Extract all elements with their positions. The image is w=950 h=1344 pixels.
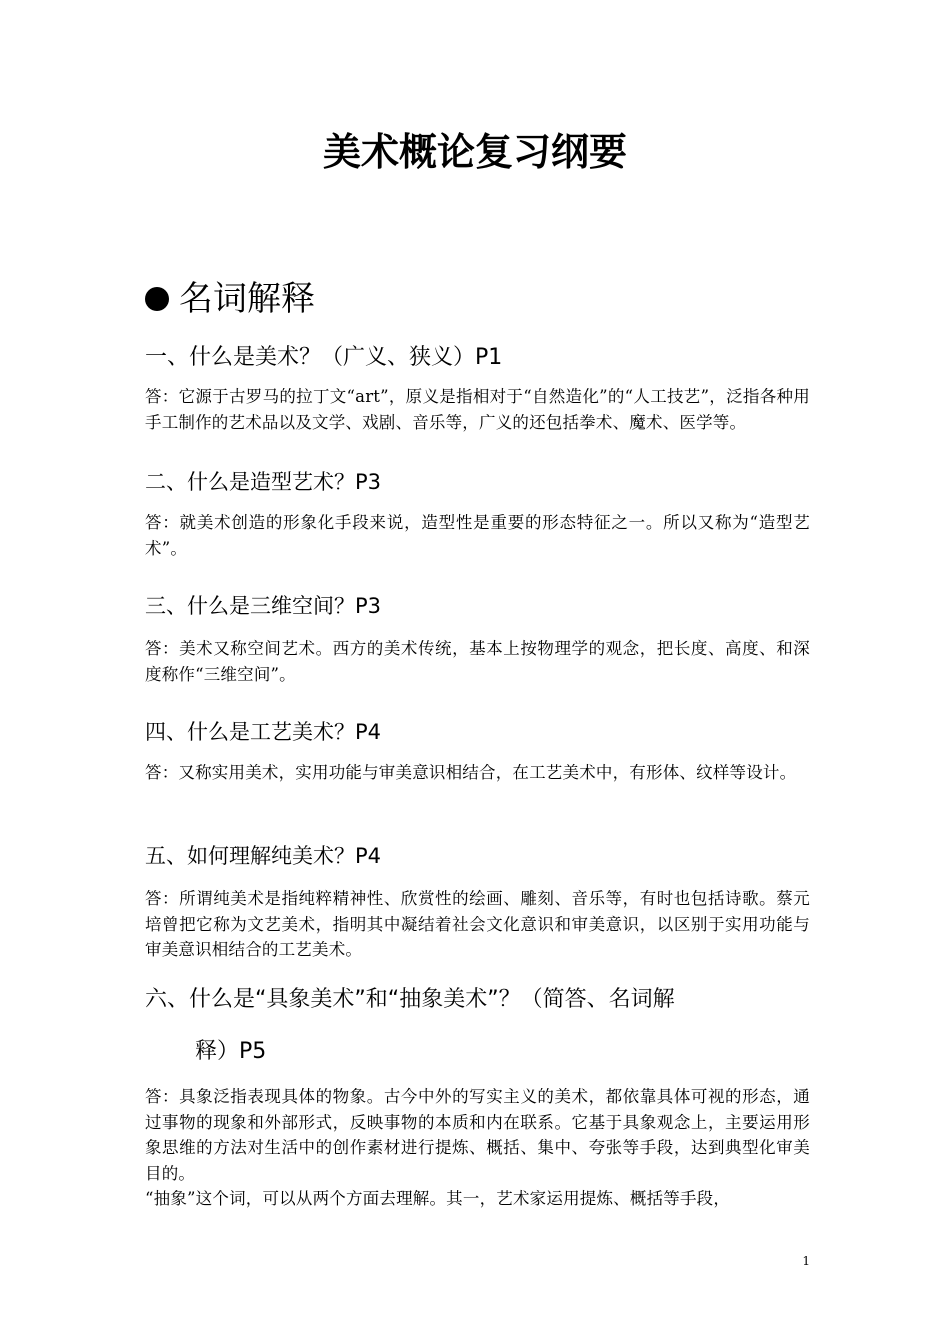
document-title: 美术概论复习纲要 <box>322 130 627 174</box>
bullet-icon <box>145 287 169 311</box>
question-heading-3: 三、什么是三维空间？P3 <box>145 594 382 618</box>
question-heading-2: 二、什么是造型艺术？P3 <box>145 470 382 494</box>
question-heading-4: 四、什么是工艺美术？P4 <box>145 720 382 744</box>
page-number: 1 <box>802 1254 810 1268</box>
section-heading-text: 名词解释 <box>179 279 315 319</box>
answer-6-continued: “抽象”这个词，可以从两个方面去理解。其一，艺术家运用提炼、概括等手段， <box>145 1189 731 1208</box>
answer-4: 答：又称实用美术，实用功能与审美意识相结合，在工艺美术中，有形体、纹样等设计。 <box>145 763 797 782</box>
answer-2: 答：就美术创造的形象化手段来说，造型性是重要的形态特征之一。所以又称为“造型艺术”。 <box>145 513 810 558</box>
question-heading-5: 五、如何理解纯美术？P4 <box>145 844 382 868</box>
answer-5: 答：所谓纯美术是指纯粹精神性、欣赏性的绘画、雕刻、音乐等，有时也包括诗歌。蔡元培曾把它称为文艺美术，指明其中凝结着社会文化意识和审美意识，以区别于实用功能与审美意识相结合的工艺美术。 <box>145 889 810 959</box>
question-heading-1: 一、什么是美术？（广义、狭义）P1 <box>145 345 503 370</box>
question-heading-6-line-1: 六、什么是“具象美术”和“抽象美术”？（简答、名词解 <box>145 987 675 1012</box>
answer-3: 答：美术又称空间艺术。西方的美术传统，基本上按物理学的观念，把长度、高度、和深度称作“三维空间”。 <box>145 639 810 684</box>
answer-1: 答：它源于古罗马的拉丁文“art”，原义是指相对于“自然造化”的“人工技艺”，泛指各种用手工制作的艺术品以及文学、戏剧、音乐等，广义的还包括拳术、魔术、医学等。 <box>145 387 810 432</box>
question-heading-6-line-2: 释）P5 <box>195 1039 267 1064</box>
answer-6: 答：具象泛指表现具体的物象。古今中外的写实主义的美术，都依靠具体可视的形态，通过事物的现象和外部形式，反映事物的本质和内在联系。它基于具象观念上，主要运用形象思维的方法对生活中的创作素材进行提炼、概括、集中、夸张等手段，达到典型化审美目的。 <box>145 1087 810 1183</box>
section-heading <box>145 276 315 322</box>
